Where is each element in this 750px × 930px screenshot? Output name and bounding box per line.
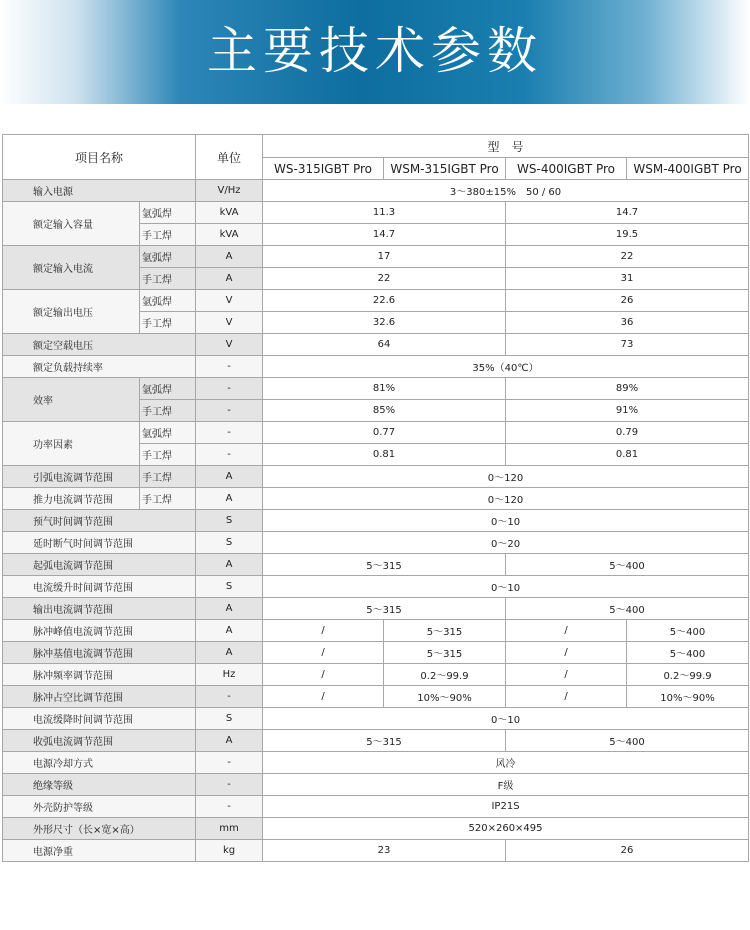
value-all: 0～10 — [263, 576, 749, 598]
value-315: 14.7 — [263, 224, 506, 246]
value-all: 0～10 — [263, 510, 749, 532]
value-model-1: 10%～90% — [384, 686, 506, 708]
value-400: 19.5 — [506, 224, 749, 246]
value-model-0: / — [263, 686, 384, 708]
value-400: 5～400 — [506, 554, 749, 576]
table-row — [3, 290, 749, 312]
table-row — [3, 532, 749, 554]
row-unit: V — [196, 290, 263, 312]
header-model: 型 号 — [263, 135, 749, 158]
value-all: 3～380±15% 50 / 60 — [263, 180, 749, 202]
value-315: 17 — [263, 246, 506, 268]
header-model-ws315: WS-315IGBT Pro — [263, 158, 384, 180]
table-row — [3, 730, 749, 752]
row-name: 起弧电流调节范围 — [3, 554, 196, 576]
row-name: 外壳防护等级 — [3, 796, 196, 818]
row-unit: S — [196, 708, 263, 730]
value-all: F级 — [263, 774, 749, 796]
table-row — [3, 576, 749, 598]
row-unit: V — [196, 312, 263, 334]
row-name: 预气时间调节范围 — [3, 510, 196, 532]
row-unit: A — [196, 642, 263, 664]
value-400: 5～400 — [506, 598, 749, 620]
table-row — [3, 466, 749, 488]
row-unit: A — [196, 466, 263, 488]
row-name: 脉冲峰值电流调节范围 — [3, 620, 196, 642]
row-unit: - — [196, 796, 263, 818]
table-row — [3, 752, 749, 774]
value-model-1: 5～315 — [384, 642, 506, 664]
value-315: 81% — [263, 378, 506, 400]
row-unit: A — [196, 598, 263, 620]
row-unit: kVA — [196, 202, 263, 224]
row-unit: - — [196, 378, 263, 400]
row-name: 引弧电流调节范围 — [3, 466, 140, 488]
header-model-wsm315: WSM-315IGBT Pro — [384, 158, 506, 180]
row-name: 功率因素 — [3, 422, 140, 466]
table-row — [3, 334, 749, 356]
value-model-0: / — [263, 620, 384, 642]
table-row — [3, 378, 749, 400]
row-name: 效率 — [3, 378, 140, 422]
table-row — [3, 202, 749, 224]
table-row — [3, 818, 749, 840]
table-row — [3, 246, 749, 268]
table-row — [3, 422, 749, 444]
value-315: 32.6 — [263, 312, 506, 334]
row-unit: kVA — [196, 224, 263, 246]
row-unit: A — [196, 554, 263, 576]
spec-table — [2, 134, 749, 862]
row-unit: A — [196, 246, 263, 268]
value-400: 0.79 — [506, 422, 749, 444]
table-row — [3, 488, 749, 510]
row-name: 额定输入电流 — [3, 246, 140, 290]
row-name: 脉冲基值电流调节范围 — [3, 642, 196, 664]
row-unit: Hz — [196, 664, 263, 686]
row-sub-label: 氩弧焊 — [140, 378, 196, 400]
value-model-1: 5～315 — [384, 620, 506, 642]
row-name: 脉冲占空比调节范围 — [3, 686, 196, 708]
header-model-ws400: WS-400IGBT Pro — [506, 158, 627, 180]
row-sub-label: 氩弧焊 — [140, 202, 196, 224]
value-315: 5～315 — [263, 730, 506, 752]
value-315: 85% — [263, 400, 506, 422]
row-name: 电源净重 — [3, 840, 196, 862]
value-model-3: 5～400 — [627, 642, 749, 664]
table-row — [3, 180, 749, 202]
row-name: 绝缘等级 — [3, 774, 196, 796]
row-name: 额定输出电压 — [3, 290, 140, 334]
value-400: 5～400 — [506, 730, 749, 752]
value-400: 26 — [506, 290, 749, 312]
row-name: 电源冷却方式 — [3, 752, 196, 774]
row-sub-label: 氩弧焊 — [140, 246, 196, 268]
row-name: 收弧电流调节范围 — [3, 730, 196, 752]
value-400: 73 — [506, 334, 749, 356]
value-all: IP21S — [263, 796, 749, 818]
value-all: 0～10 — [263, 708, 749, 730]
value-400: 31 — [506, 268, 749, 290]
value-all: 520×260×495 — [263, 818, 749, 840]
value-400: 0.81 — [506, 444, 749, 466]
value-315: 64 — [263, 334, 506, 356]
table-row — [3, 664, 749, 686]
row-sub-label: 氩弧焊 — [140, 290, 196, 312]
header-model-wsm400: WSM-400IGBT Pro — [627, 158, 749, 180]
row-sub-label: 手工焊 — [140, 312, 196, 334]
value-model-2: / — [506, 620, 627, 642]
table-row — [3, 356, 749, 378]
row-unit: A — [196, 268, 263, 290]
row-unit: A — [196, 620, 263, 642]
row-unit: S — [196, 576, 263, 598]
row-name: 输入电源 — [3, 180, 196, 202]
value-all: 风冷 — [263, 752, 749, 774]
value-all: 35%（40℃） — [263, 356, 749, 378]
value-model-1: 0.2～99.9 — [384, 664, 506, 686]
row-unit: kg — [196, 840, 263, 862]
value-315: 0.81 — [263, 444, 506, 466]
table-row — [3, 554, 749, 576]
table-row — [3, 840, 749, 862]
row-sub-label: 手工焊 — [140, 488, 196, 510]
value-model-2: / — [506, 642, 627, 664]
row-name: 电流缓降时间调节范围 — [3, 708, 196, 730]
value-model-2: / — [506, 686, 627, 708]
row-name: 电流缓升时间调节范围 — [3, 576, 196, 598]
header-item: 项目名称 — [3, 135, 196, 180]
value-model-3: 10%～90% — [627, 686, 749, 708]
row-name: 额定负载持续率 — [3, 356, 196, 378]
row-unit: S — [196, 532, 263, 554]
row-name: 外形尺寸（长×宽×高） — [3, 818, 196, 840]
value-all: 0～120 — [263, 466, 749, 488]
value-315: 22 — [263, 268, 506, 290]
row-unit: - — [196, 400, 263, 422]
row-unit: - — [196, 356, 263, 378]
page-title: 主要技术参数 — [207, 22, 543, 80]
row-name: 额定空载电压 — [3, 334, 196, 356]
value-model-2: / — [506, 664, 627, 686]
row-sub-label: 手工焊 — [140, 444, 196, 466]
row-unit: A — [196, 730, 263, 752]
value-315: 22.6 — [263, 290, 506, 312]
row-unit: mm — [196, 818, 263, 840]
row-name: 输出电流调节范围 — [3, 598, 196, 620]
value-400: 89% — [506, 378, 749, 400]
table-row — [3, 686, 749, 708]
row-sub-label: 手工焊 — [140, 466, 196, 488]
table-row — [3, 598, 749, 620]
row-name: 推力电流调节范围 — [3, 488, 140, 510]
value-model-3: 0.2～99.9 — [627, 664, 749, 686]
row-unit: - — [196, 444, 263, 466]
row-sub-label: 手工焊 — [140, 224, 196, 246]
value-all: 0～120 — [263, 488, 749, 510]
value-400: 26 — [506, 840, 749, 862]
title-banner — [0, 0, 750, 104]
table-row — [3, 642, 749, 664]
value-model-3: 5～400 — [627, 620, 749, 642]
value-315: 0.77 — [263, 422, 506, 444]
row-unit: A — [196, 488, 263, 510]
table-row — [3, 708, 749, 730]
row-sub-label: 氩弧焊 — [140, 422, 196, 444]
row-name: 额定输入容量 — [3, 202, 140, 246]
row-unit: - — [196, 422, 263, 444]
row-name: 脉冲频率调节范围 — [3, 664, 196, 686]
value-model-0: / — [263, 642, 384, 664]
row-unit: S — [196, 510, 263, 532]
value-400: 22 — [506, 246, 749, 268]
value-315: 11.3 — [263, 202, 506, 224]
row-unit: - — [196, 686, 263, 708]
row-sub-label: 手工焊 — [140, 400, 196, 422]
row-unit: V/Hz — [196, 180, 263, 202]
table-row — [3, 796, 749, 818]
value-400: 91% — [506, 400, 749, 422]
header-row — [3, 135, 749, 158]
value-400: 14.7 — [506, 202, 749, 224]
table-row — [3, 620, 749, 642]
header-unit: 单位 — [196, 135, 263, 180]
value-model-0: / — [263, 664, 384, 686]
value-315: 5～315 — [263, 598, 506, 620]
row-unit: - — [196, 752, 263, 774]
row-name: 延时断气时间调节范围 — [3, 532, 196, 554]
row-unit: - — [196, 774, 263, 796]
value-400: 36 — [506, 312, 749, 334]
value-315: 5～315 — [263, 554, 506, 576]
table-row — [3, 510, 749, 532]
value-all: 0～20 — [263, 532, 749, 554]
value-315: 23 — [263, 840, 506, 862]
row-unit: V — [196, 334, 263, 356]
row-sub-label: 手工焊 — [140, 268, 196, 290]
table-row — [3, 774, 749, 796]
